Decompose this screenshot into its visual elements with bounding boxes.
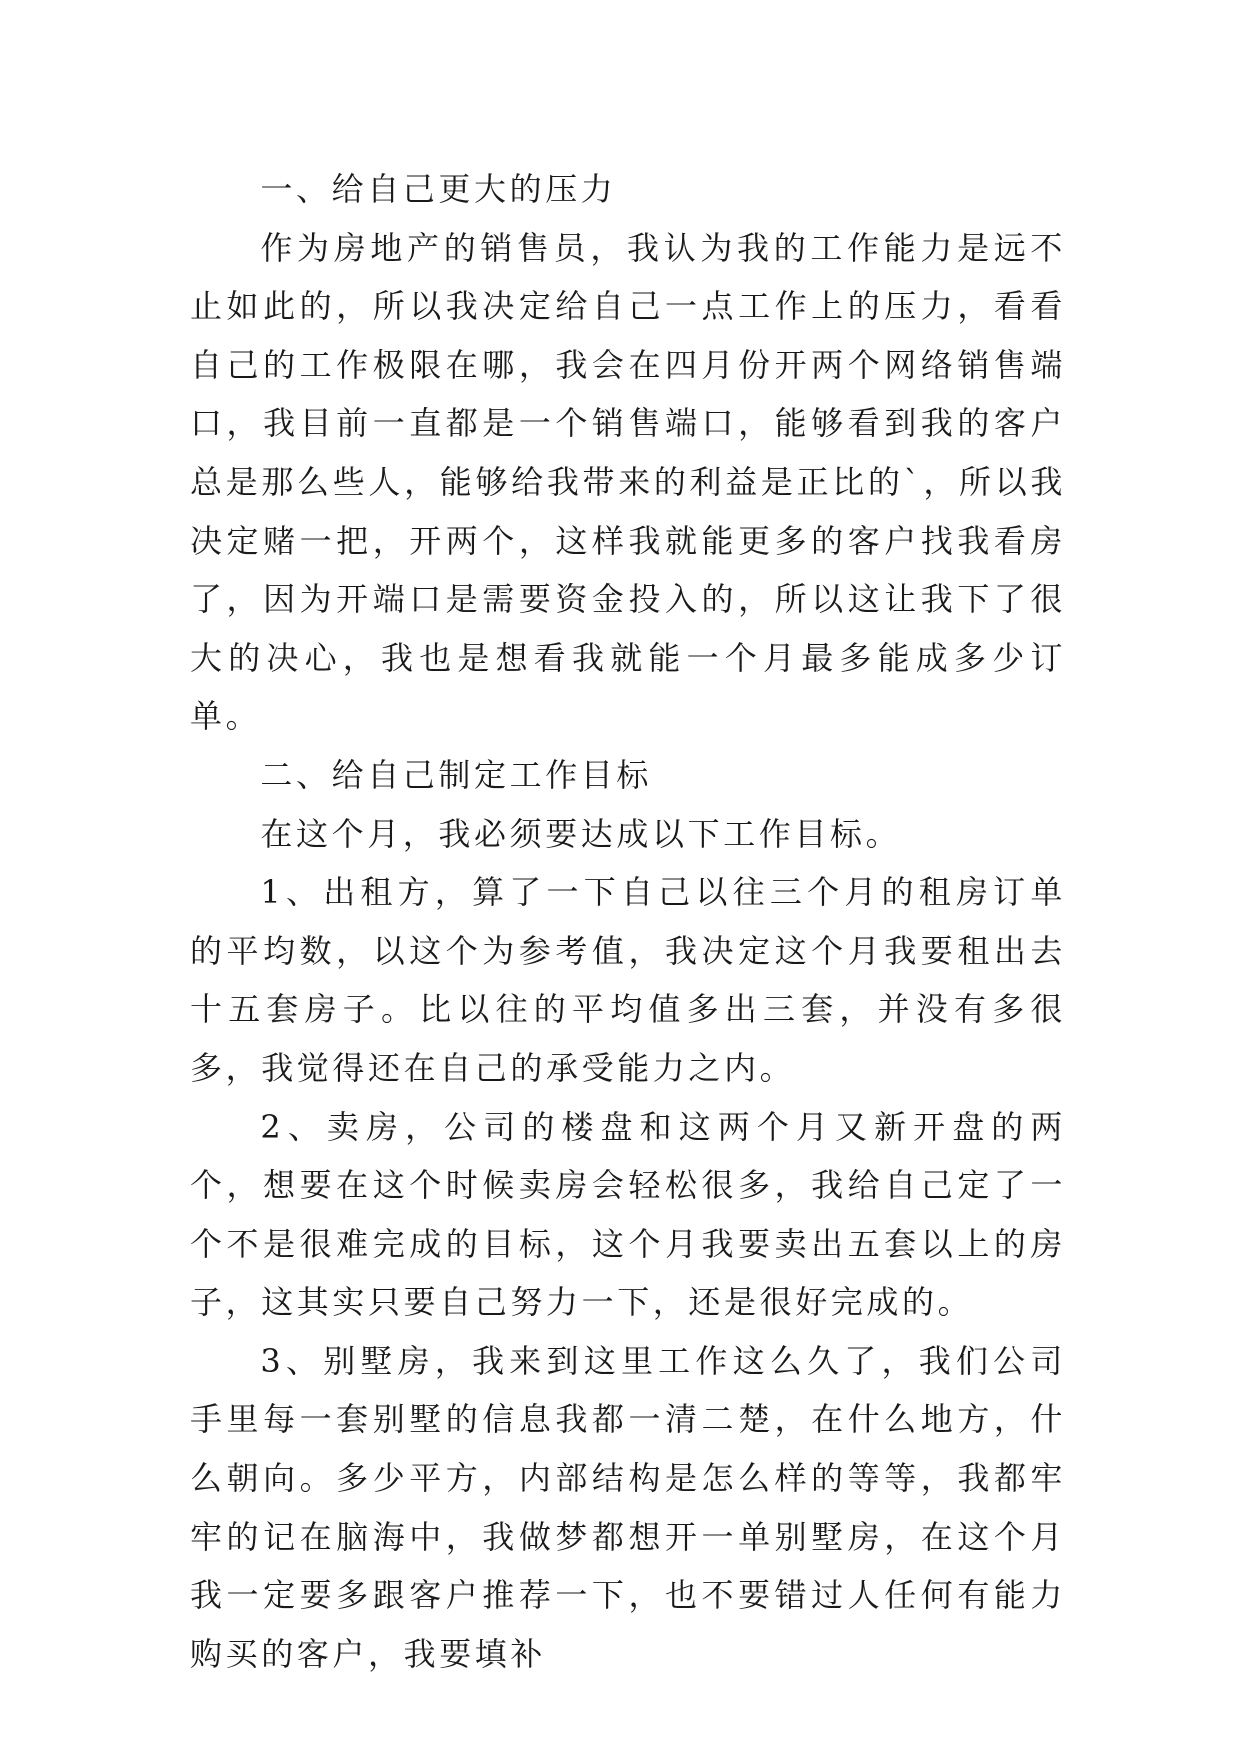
heading-pressure: 一、给自己更大的压力: [260, 170, 617, 208]
paragraph-goal-villa: 3、别墅房，我来到这里工作这么久了，我们公司手里每一套别墅的信息我都一清二楚，在什么地方，什么朝向。多少平方，内部结构是怎么样的等等，我都牢牢的记在脑海中，我做梦都想开一单别墅房，在这个月我一定要多跟客户推荐一下，也不要错过人任何有能力购买的客户，我要填补: [190, 1341, 1066, 1673]
paragraph-pressure: 作为房地产的销售员，我认为我的工作能力是远不止如此的，所以我决定给自己一点工作上的压力，看看自己的工作极限在哪，我会在四月份开两个网络销售端口，我目前一直都是一个销售端口，能够看到我的客户总是那么些人，能够给我带来的利益是正比的`，所以我决定赌一把，开两个，这样我就能更多的客户找我看房了，因为开端口是需要资金投入的，所以这让我下了很大的决心，我也是想看我就能一个月最多能成多少订单。: [190, 228, 1066, 736]
paragraph-goal-sales: 2、卖房，公司的楼盘和这两个月又新开盘的两个，想要在这个时候卖房会轻松很多，我给自己定了一个不是很难完成的目标，这个月我要卖出五套以上的房子，这其实只要自己努力一下，还是很好完成的。: [190, 1107, 1066, 1322]
paragraph-goals-intro: 在这个月，我必须要达成以下工作目标。: [260, 814, 902, 853]
heading-goals: 二、给自己制定工作目标: [260, 755, 652, 794]
document-body: [190, 160, 1066, 1683]
paragraph-goal-rental: 1、出租方，算了一下自己以往三个月的租房订单的平均数，以这个为参考值，我决定这个月我要租出去十五套房子。比以往的平均值多出三套，并没有多很多，我觉得还在自己的承受能力之内。: [190, 873, 1066, 1087]
